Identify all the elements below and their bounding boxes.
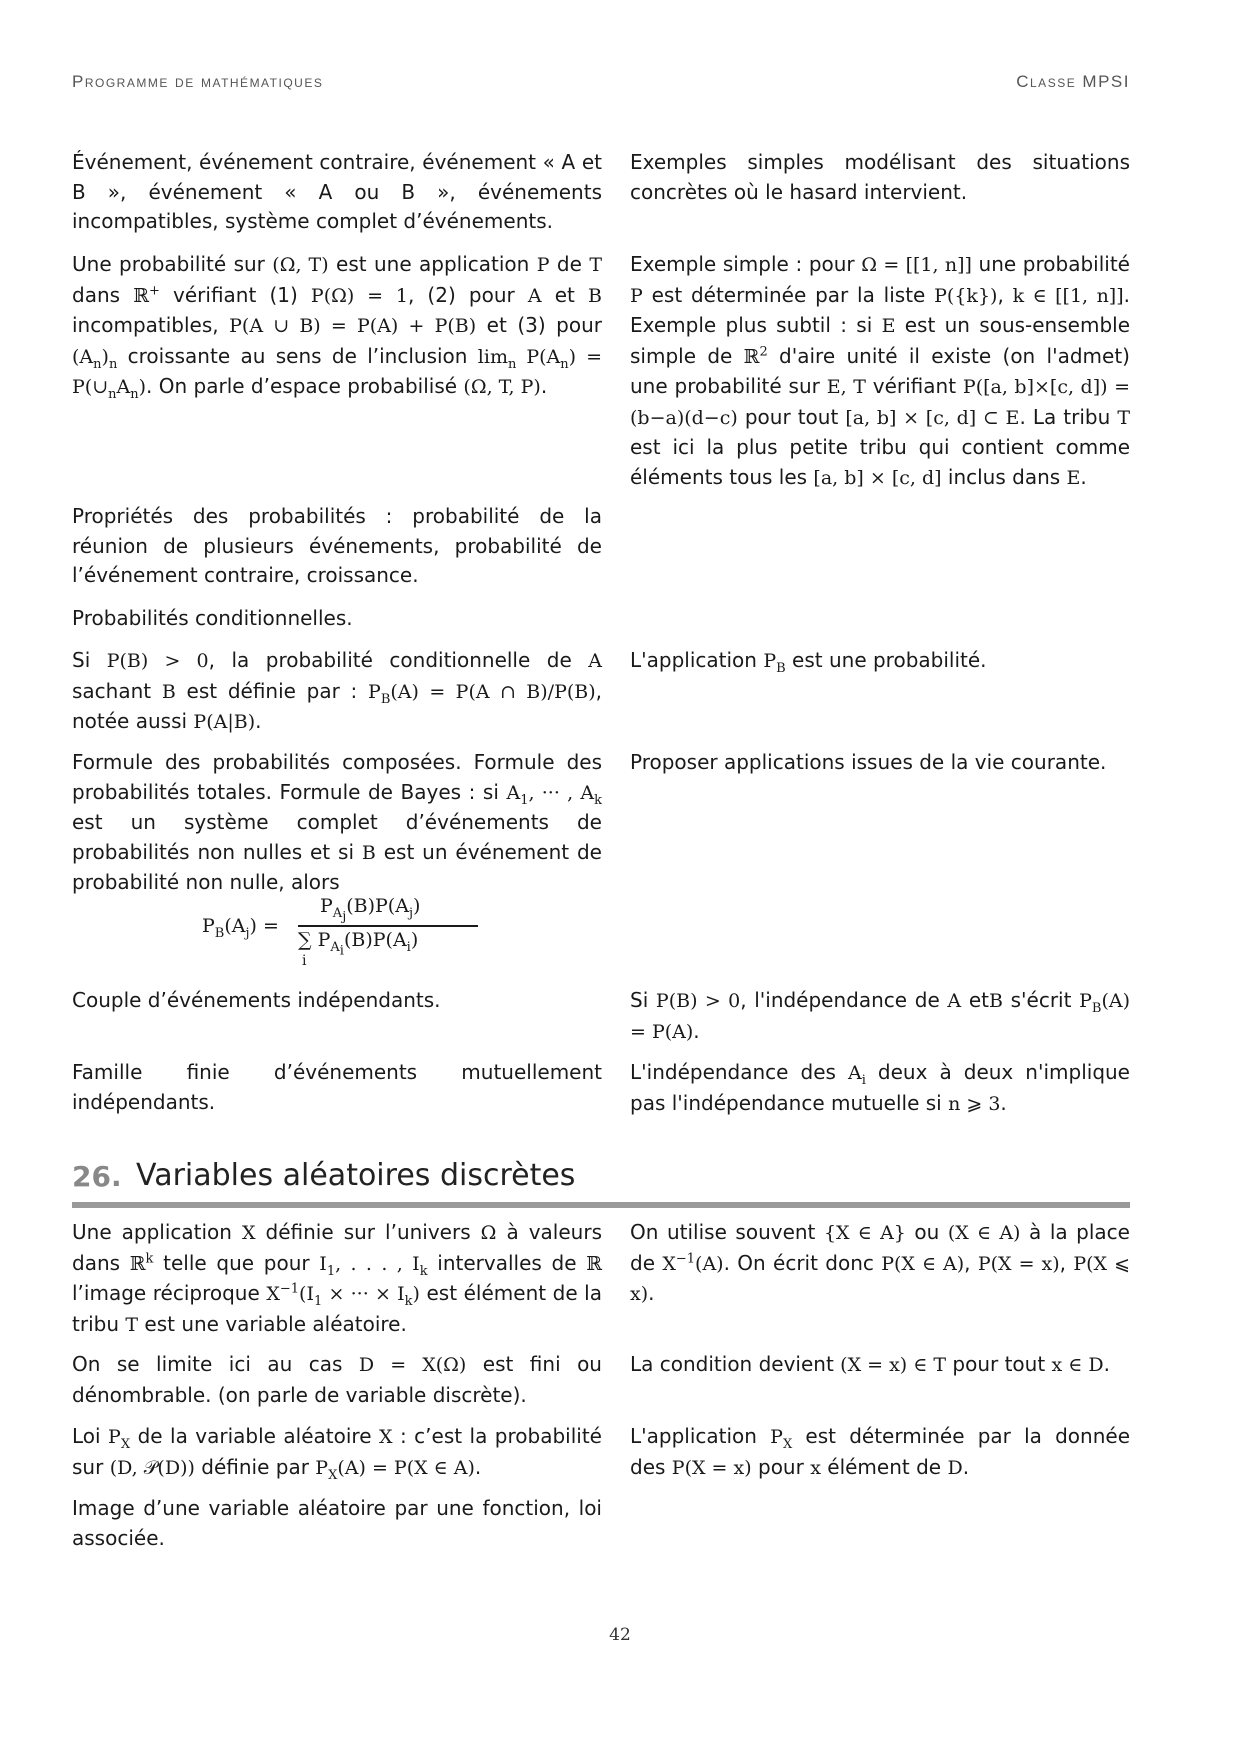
page-number: 42	[609, 1625, 631, 1645]
header-class-name: Classe MPSI	[1016, 72, 1130, 91]
right-cell: L'application $P_B$ est une probabilité.	[630, 648, 987, 676]
right-cell: L'indépendance des $A_i$ deux à deux n'implique pas l'indépendance mutuelle si n ⩾ 3.	[630, 1060, 1130, 1115]
section-heading	[72, 1156, 1130, 1206]
left-cell: Formule des probabilités composées. Formule des probabilités totales. Formule de Bayes : si $A_1$, ··· , $A_k$ est un système complet d’événements de probabilités non nulles et si B est un événement de probabilité non nulle, alors	[72, 750, 602, 894]
right-cell: Si P(B) > 0, l'indépendance de A etB s'écrit $P_B(A) = P(A)$.	[630, 988, 1130, 1043]
section-title: Variables aléatoires discrètes	[136, 1158, 576, 1193]
left-cell: Probabilités conditionnelles.	[72, 606, 353, 630]
right-cell: L'application $P_X$ est déterminée par la donnée des P(X = x) pour x élément de D.	[630, 1424, 1131, 1479]
left-cell: Couple d’événements indépendants.	[72, 988, 441, 1012]
right-cell: Proposer applications issues de la vie courante.	[630, 750, 1107, 774]
header-program-title: Programme de mathématiques	[72, 72, 324, 91]
running-header	[72, 72, 1130, 98]
left-cell: Loi $P_X$ de la variable aléatoire X : c’est la probabilité sur (D, 𝒫(D)) définie par $P_X(A) = P(X$ ∈ A).	[72, 1424, 602, 1483]
right-cell: Exemples simples modélisant des situations concrètes où le hasard intervient.	[630, 150, 1130, 204]
right-cell: La condition devient (X = x) ∈ T pour tout x ∈ D.	[630, 1352, 1110, 1376]
left-cell: Famille finie d’événements mutuellement indépendants.	[72, 1060, 602, 1114]
right-cell: On utilise souvent {X ∈ A} ou (X ∈ A) à la place de $X^{-1}(A)$. On écrit donc P(X ∈ A), P(X = x), P(X ⩽ x).	[630, 1220, 1130, 1305]
left-cell: Propriétés des probabilités : probabilité de la réunion de plusieurs événements, probabilité de l’événement contraire, croissance.	[72, 504, 602, 587]
left-cell: Une application X définie sur l’univers Ω à valeurs dans ℝ$^k$ telle que pour $I_1$, . . . , $I_k$ intervalles de ℝ l’image réciproque $X^{-1}(I_1$ × ··· × $I_k$) est élément de la tribu T est une variable aléatoire.	[72, 1220, 603, 1336]
right-cell: Exemple simple : pour Ω = [[1, n]] une probabilité P est déterminée par la liste P({k}), k ∈ [[1, n]]. Exemple plus subtil : si E est un sous-ensemble simple de ℝ$^2$ d'aire unité il existe (on l'admet) une probabilité sur E, T vérifiant P([a, b]×[c, d]) = (b−a)(d−c) pour tout [a, b] × [c, d] ⊂ E. La tribu T est ici la plus petite tribu qui contient comme éléments tous les [a, b] × [c, d] inclus dans E.	[630, 252, 1131, 489]
left-cell: Image d’une variable aléatoire par une fonction, loi associée.	[72, 1496, 602, 1550]
section-rule	[72, 1202, 1130, 1208]
left-cell: Une probabilité sur (Ω, T) est une application P de T dans ℝ+ vérifiant (1) P(Ω) = 1, (2) pour A et B incompatibles, P(A ∪ B) = P(A) + P(B) et (3) pour $(A_n)_n$ croissante au sens de l’inclusion $\lim_n P(A_n)$ = $P(\cup_nA_n)$. On parle d’espace probabilisé (Ω, T, P).	[72, 252, 602, 402]
section-number: 26.	[72, 1160, 122, 1193]
left-cell: Si P(B) > 0, la probabilité conditionnelle de A sachant B est définie par : $P_B(A) = P(A$ ∩ B)/P(B), notée aussi P(A|B).	[72, 648, 603, 733]
bayes-formula: $P_B(A_j)$ = $P_{A_j}(B)P(A_j)$ ∑ $P_{A_i}(B)P(A_i)$ i	[72, 895, 1130, 975]
left-cell: Événement, événement contraire, événement « A et B », événement « A ou B », événements incompatibles, système complet d’événements.	[72, 150, 602, 233]
left-cell: On se limite ici au cas D = X(Ω) est fini ou dénombrable. (on parle de variable discrète).	[72, 1352, 602, 1407]
